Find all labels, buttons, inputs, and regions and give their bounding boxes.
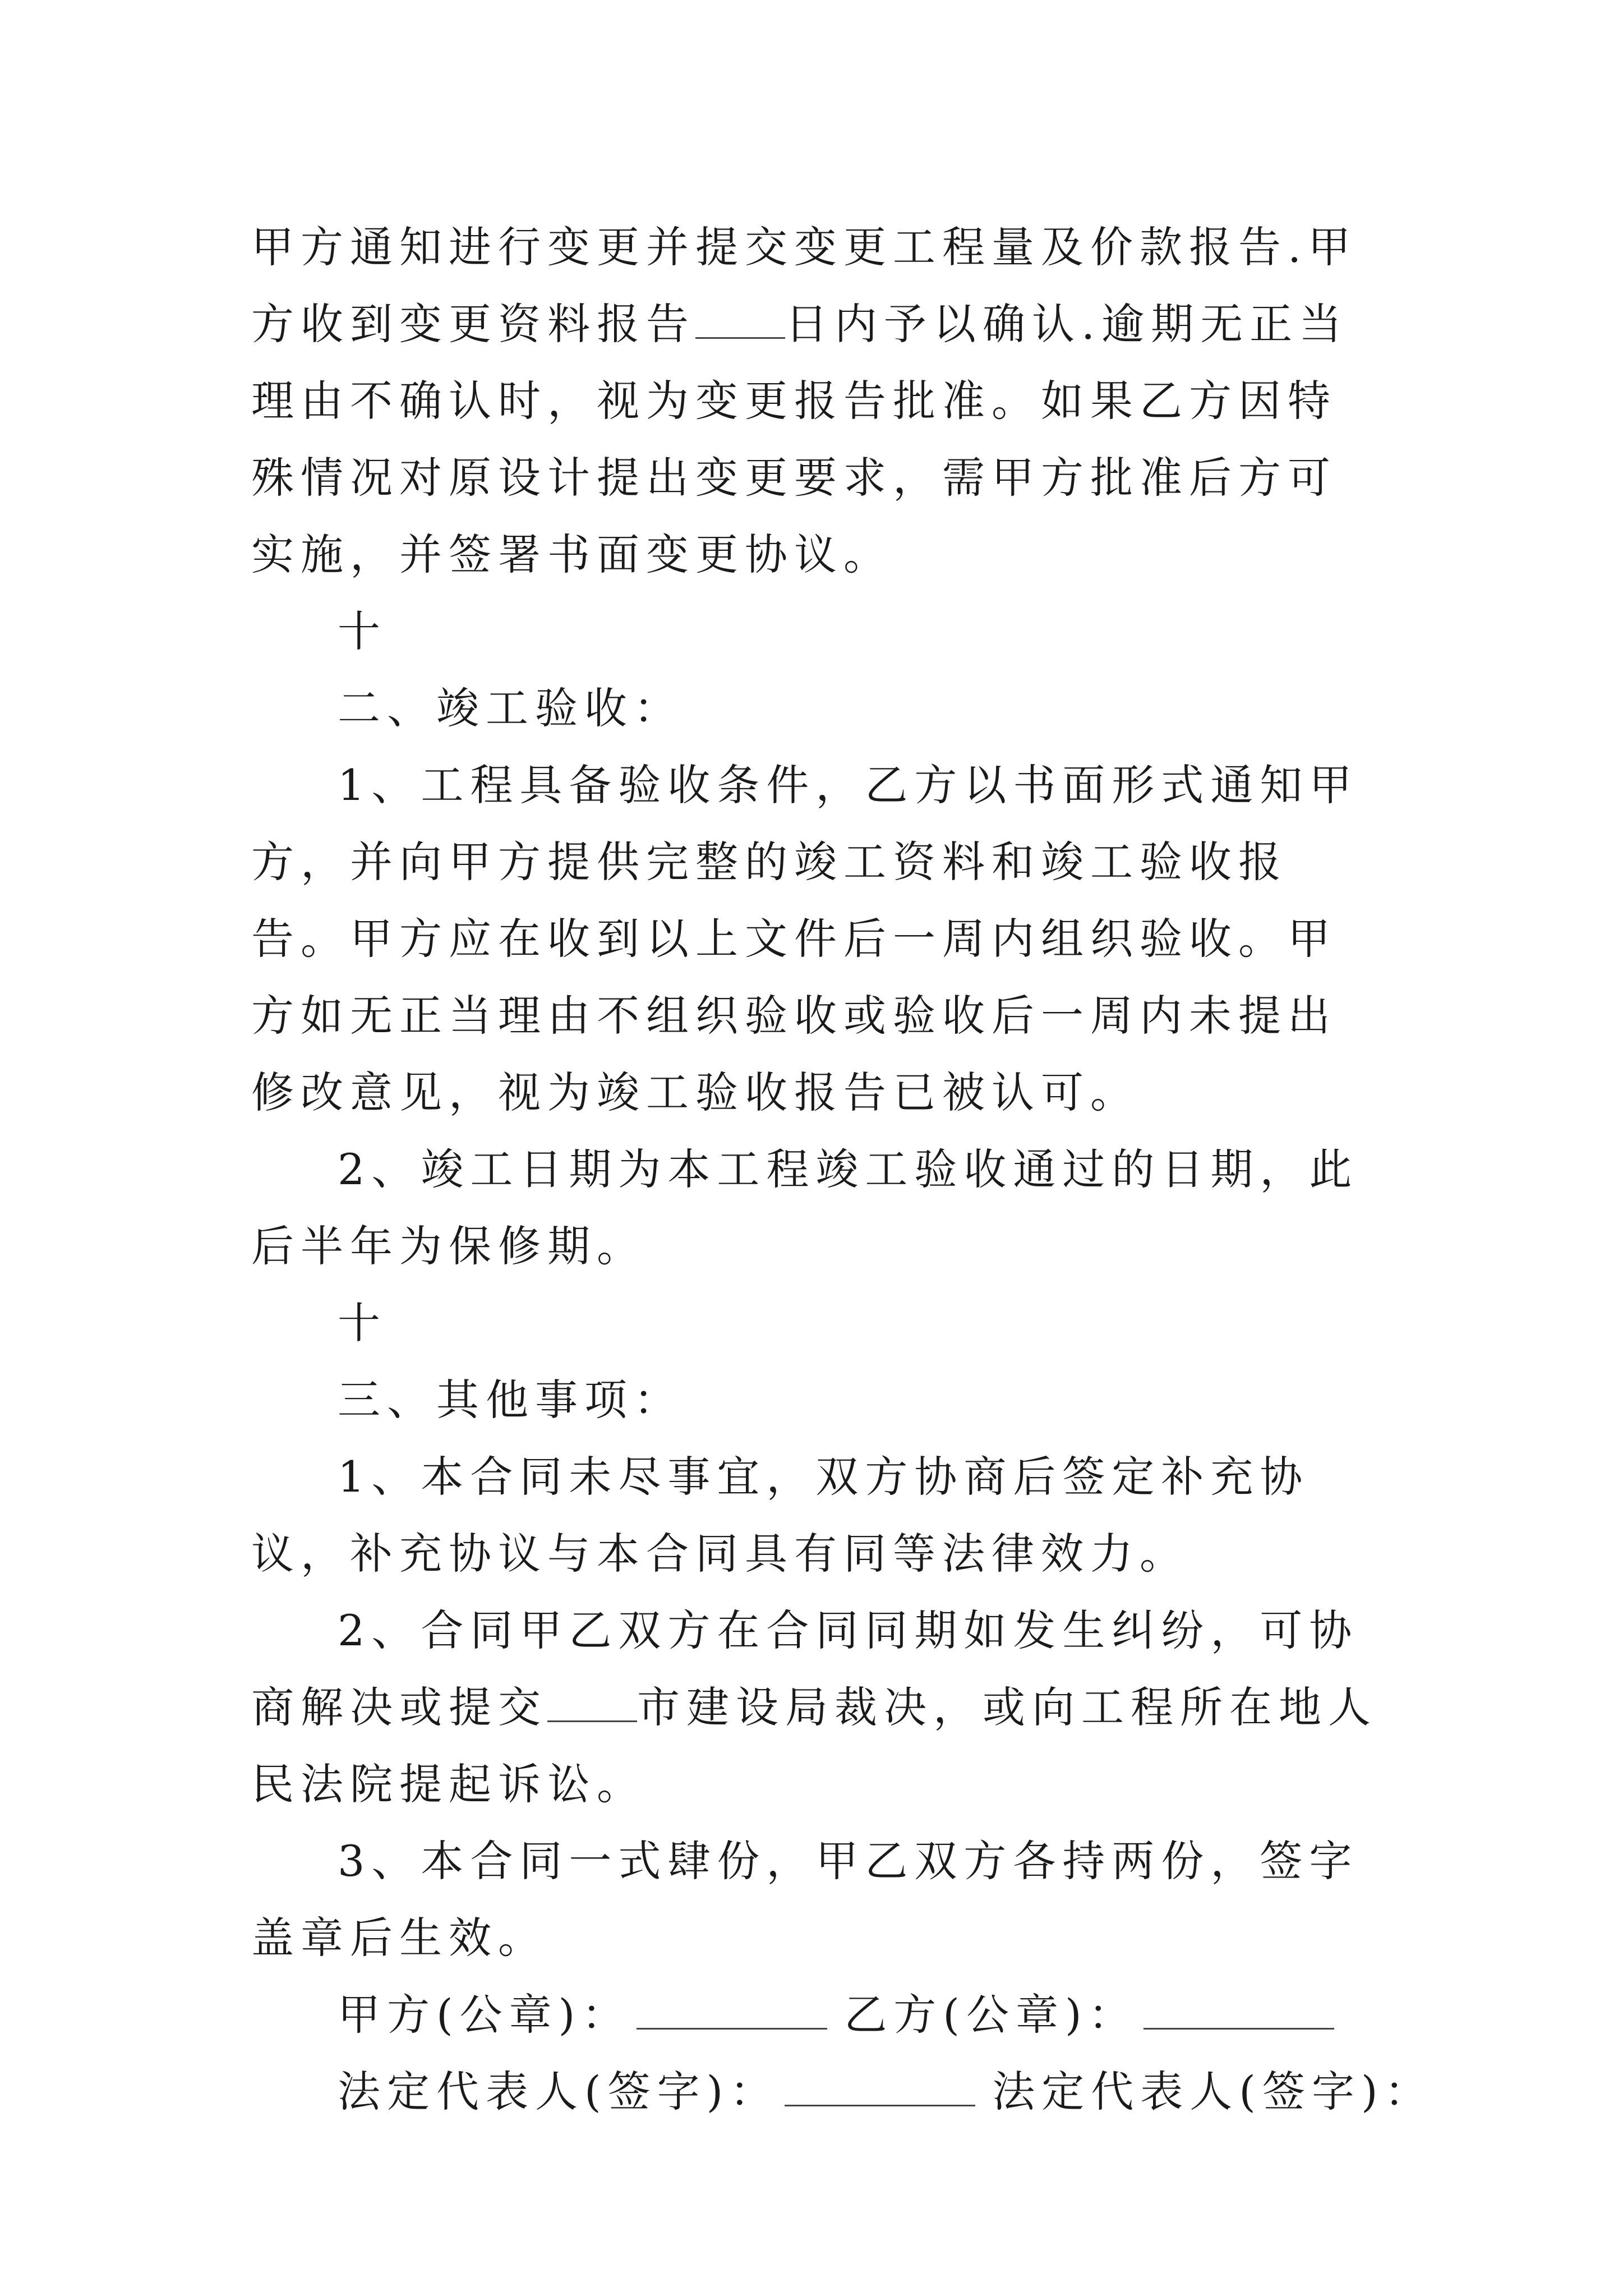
- party-a-seal-label: 甲方(公章)：: [338, 1990, 631, 2040]
- section-13-item-1: 1、本合同未尽事宜，双方协商后签定补充协议，补充协议与本合同具有同等法律效力。: [251, 1452, 1310, 1579]
- section-12-prefix: 十: [338, 606, 387, 656]
- paragraph-text: 日内予以确认.逾期无正当理由不确认时，视为变更报告批准。如果乙方因特殊情况对原设计提出变更要求，需甲方批准后方可实施，并签署书面变更协议。: [251, 299, 1349, 579]
- paragraph-text: 市建设局裁决，或向工程所在地人民法院提起诉讼。: [251, 1682, 1377, 1809]
- document-body: [251, 209, 1434, 2130]
- paragraph-text: 甲方通知进行变更并提交变更工程量及价款报告.甲方收到变更资料报告: [251, 222, 1358, 349]
- signature-seal-line: [251, 1976, 1382, 2053]
- blank-days-field: [695, 303, 785, 339]
- section-13-prefix: 十: [338, 1298, 387, 1348]
- paragraph-text: 2、合同甲乙双方在合同同期如发生纠纷，可协商解决或提交: [251, 1605, 1359, 1732]
- party-b-rep-label: 法定代表人(签字)：: [992, 2067, 1434, 2116]
- party-a-rep-label: 法定代表人(签字)：: [338, 2067, 780, 2116]
- section-12-title: 二、竣工验收：: [338, 683, 683, 733]
- section-13-item-2: [251, 1592, 1382, 1823]
- section-13-title: 三、其他事项：: [338, 1375, 683, 1425]
- section-12-item-2: 2、竣工日期为本工程竣工验收通过的日期，此后半年为保修期。: [251, 1144, 1359, 1271]
- party-b-seal-blank: [1144, 1994, 1334, 2030]
- signature-rep-line: [251, 2053, 1434, 2130]
- paragraph-change-report: [251, 209, 1382, 593]
- party-a-rep-blank: [785, 2071, 975, 2106]
- blank-city-field: [547, 1687, 637, 1722]
- party-a-seal-blank: [637, 1994, 827, 2030]
- party-b-seal-label: 乙方(公章)：: [844, 1990, 1138, 2040]
- section-13-item-3: 3、本合同一式肆份，甲乙双方各持两份，签字盖章后生效。: [251, 1836, 1359, 1963]
- section-12-item-1: 1、工程具备验收条件，乙方以书面形式通知甲方，并向甲方提供完整的竣工资料和竣工验收报告。甲方应在收到以上文件后一周内组织验收。甲方如无正当理由不组织验收或验收后一周内未提出修改意见，视为竣工验收报告已被认可。: [251, 760, 1359, 1117]
